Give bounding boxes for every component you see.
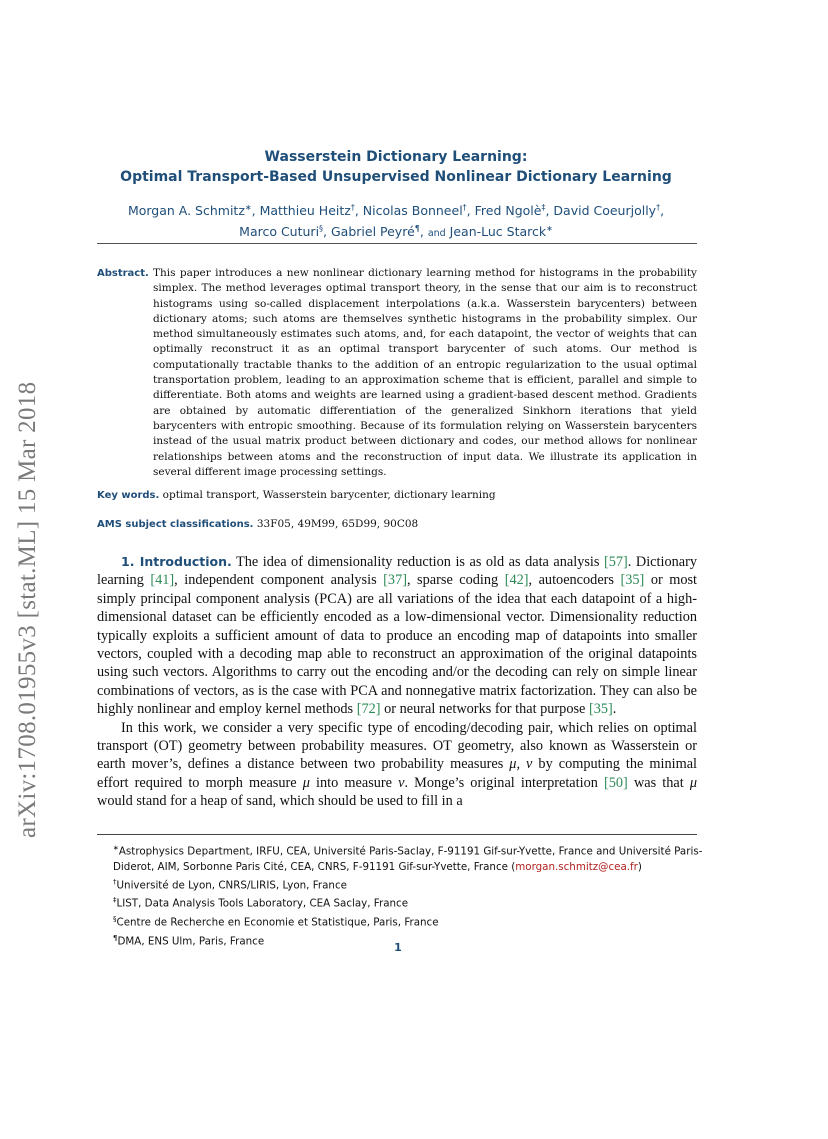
body-text: by computing the minimal effort required to morph measure — [97, 756, 698, 791]
body-text: . — [612, 701, 617, 718]
title-line-1: Wasserstein Dictionary Learning: — [264, 149, 528, 165]
affiliation-mark: † — [462, 203, 467, 212]
body-text: . Monge’s original interpretation — [404, 774, 598, 791]
body-text: , sparse coding — [407, 572, 499, 589]
paper-title — [96, 147, 696, 187]
ams-text: 33F05, 49M99, 65D99, 90C08 — [256, 518, 419, 530]
author-name: Fred Ngolè — [474, 203, 542, 219]
keywords-text: optimal transport, Wasserstein barycenter, dictionary learning — [162, 489, 496, 501]
keywords-label: Key words. — [97, 490, 160, 501]
introduction-section — [97, 553, 697, 811]
affiliation-mark: ¶ — [414, 224, 420, 234]
page-number: 1 — [394, 941, 402, 954]
affiliation-mark: ‡ — [541, 203, 546, 212]
citation-link[interactable]: [35] — [588, 701, 613, 718]
author-name: Matthieu Heitz — [259, 203, 351, 219]
footnote-text: Astrophysics Department, IRFU, CEA, Université Paris-Saclay, F-91191 Gif-sur-Yvette, France and Université Paris-Diderot, AIM, Sorbonne Paris Cité, CEA, CNRS, F-91191 Gif-sur-Yvette, France ( — [113, 845, 703, 873]
affiliation-mark: ∗ — [546, 224, 553, 234]
body-text: , independent component analysis — [174, 572, 377, 589]
body-text: In this work, we consider a very specific type of encoding/decoding pair, which relies on optimal transport (OT) geometry between probability measures. OT geometry, also known as Wasserstein or earth mover’s, defines a distance between two probability measures — [97, 719, 697, 773]
author-name: Marco Cuturi — [239, 224, 320, 240]
footnote-divider — [97, 834, 697, 835]
title-divider — [97, 243, 697, 244]
author-name: Gabriel Peyré — [331, 224, 415, 240]
abstract-label: Abstract. — [97, 268, 149, 279]
body-text: , autoencoders — [528, 572, 614, 589]
citation-link[interactable]: [42] — [504, 572, 529, 589]
footnote-text: DMA, ENS Ulm, Paris, France — [117, 935, 265, 948]
arxiv-identifier-stamp: arXiv:1708.01955v3 [stat.ML] 15 Mar 2018 — [14, 381, 41, 838]
footnote-text: ) — [637, 860, 642, 873]
affiliation-mark: § — [319, 224, 324, 234]
author-name: Jean-Luc Starck — [449, 224, 547, 240]
author-name: David Coeurjolly — [553, 203, 657, 219]
footnote-3 — [97, 893, 707, 912]
footnote-mark: † — [113, 877, 117, 886]
citation-link[interactable]: [41] — [150, 572, 175, 589]
footnote-4 — [97, 912, 707, 931]
affiliation-mark: † — [656, 203, 661, 212]
intro-paragraph-2 — [97, 719, 697, 811]
footnote-mark: ¶ — [113, 933, 118, 942]
body-text: into measure — [316, 774, 393, 791]
citation-link[interactable]: [35] — [620, 572, 645, 589]
keywords-block — [97, 489, 697, 501]
ams-classification-block — [97, 518, 697, 530]
body-text: The idea of dimensionality reduction is as old as data analysis — [236, 554, 600, 570]
abstract-text: This paper introduces a new nonlinear dictionary learning method for histograms in the probability simplex. The method leverages optimal transport theory, in the sense that our aim is to reconstruct histograms using so-called displacement interpolations (a.k.a. Wasserstein barycenters) between dictionary atoms; such atoms are themselves synthetic histograms in the probability simplex. Our method simultaneously estimates such atoms, and, for each datapoint, the vector of weights that can optimally reconstruct it as an optimal transport barycenter of such atoms. Our method is computationally tractable thanks to the addition of an entropic regularization to the usual optimal transportation problem, leading to an approximation scheme that is efficient, parallel and simple to differentiate. Both atoms and weights are learned using a gradient-based descent method. Gradients are obtained by automatic differentiation of the generalized Sinkhorn iterations that yield barycenters with entropic smoothing. Because of its formulation relying on Wasserstein barycenters instead of the usual matrix product between dictionary and codes, our method allows for nonlinear relationships between atoms and the reconstruction of input data. We illustrate its application in several different image processing settings. — [153, 267, 697, 478]
affiliation-mark: ∗ — [244, 203, 252, 212]
math-symbol: ν — [398, 774, 405, 791]
author-line-2: Marco Cuturi§, Gabriel Peyré¶, and Jean-Luc Starck∗ — [239, 224, 553, 240]
footnote-mark: § — [113, 915, 117, 924]
math-symbol: μ — [302, 774, 310, 791]
footnote-2 — [97, 875, 707, 894]
footnote-text: Centre de Recherche en Economie et Statistique, Paris, France — [116, 916, 439, 929]
author-list — [96, 199, 696, 243]
footnote-mark: ‡ — [113, 896, 117, 905]
email-link[interactable]: morgan.schmitz@cea.fr — [515, 860, 638, 873]
footnote-text: LIST, Data Analysis Tools Laboratory, CEA Saclay, France — [116, 897, 409, 910]
title-line-2: Optimal Transport-Based Unsupervised Nonlinear Dictionary Learning — [120, 169, 672, 185]
intro-paragraph-1 — [97, 553, 697, 719]
body-text: . Dictionary learning — [97, 554, 698, 589]
citation-link[interactable]: [50] — [604, 774, 628, 791]
and-connector: and — [427, 228, 446, 240]
section-heading: 1. Introduction. — [121, 554, 232, 569]
citation-link[interactable]: [37] — [383, 572, 407, 589]
body-text: or most simply principal component analysis (PCA) are all variations of the idea that each datapoint of a high-dimensional dataset can be efficiently encoded as a low-dimensional vector. Dimensionality reduction typically exploits a sufficient amount of data to produce an encoding map of datapoints into smaller vectors, coupled with a decoding map able to reconstruct an approximation of the original datapoints using such vectors. Algorithms to carry out the encoding and/or the decoding can rely on simple linear combinations of vectors, as is the case with PCA and nonnegative matrix factorization. They can also be highly nonlinear and employ kernel methods — [97, 572, 698, 718]
author-name: Nicolas Bonneel — [362, 203, 463, 219]
body-text: would stand for a heap of sand, which should be used to fill in a — [97, 793, 463, 810]
citation-link[interactable]: [57] — [603, 554, 628, 570]
citation-link[interactable]: [72] — [356, 701, 381, 718]
footnote-mark: ∗ — [113, 844, 119, 852]
author-line-1: Morgan A. Schmitz∗, Matthieu Heitz†, Nicolas Bonneel†, Fred Ngolè‡, David Coeurjolly†, — [127, 203, 665, 219]
ams-label: AMS subject classifications. — [97, 519, 254, 530]
math-symbol: μ, ν — [509, 756, 533, 773]
footnotes-block — [97, 841, 707, 949]
footnote-1 — [97, 841, 707, 875]
affiliation-mark: † — [350, 203, 355, 212]
math-symbol: μ — [689, 774, 698, 791]
body-text: or neural networks for that purpose — [384, 701, 586, 718]
footnote-text: Université de Lyon, CNRS/LIRIS, Lyon, France — [116, 879, 347, 892]
abstract-block — [97, 266, 697, 480]
body-text: was that — [633, 774, 684, 791]
author-name: Morgan A. Schmitz — [127, 203, 245, 219]
